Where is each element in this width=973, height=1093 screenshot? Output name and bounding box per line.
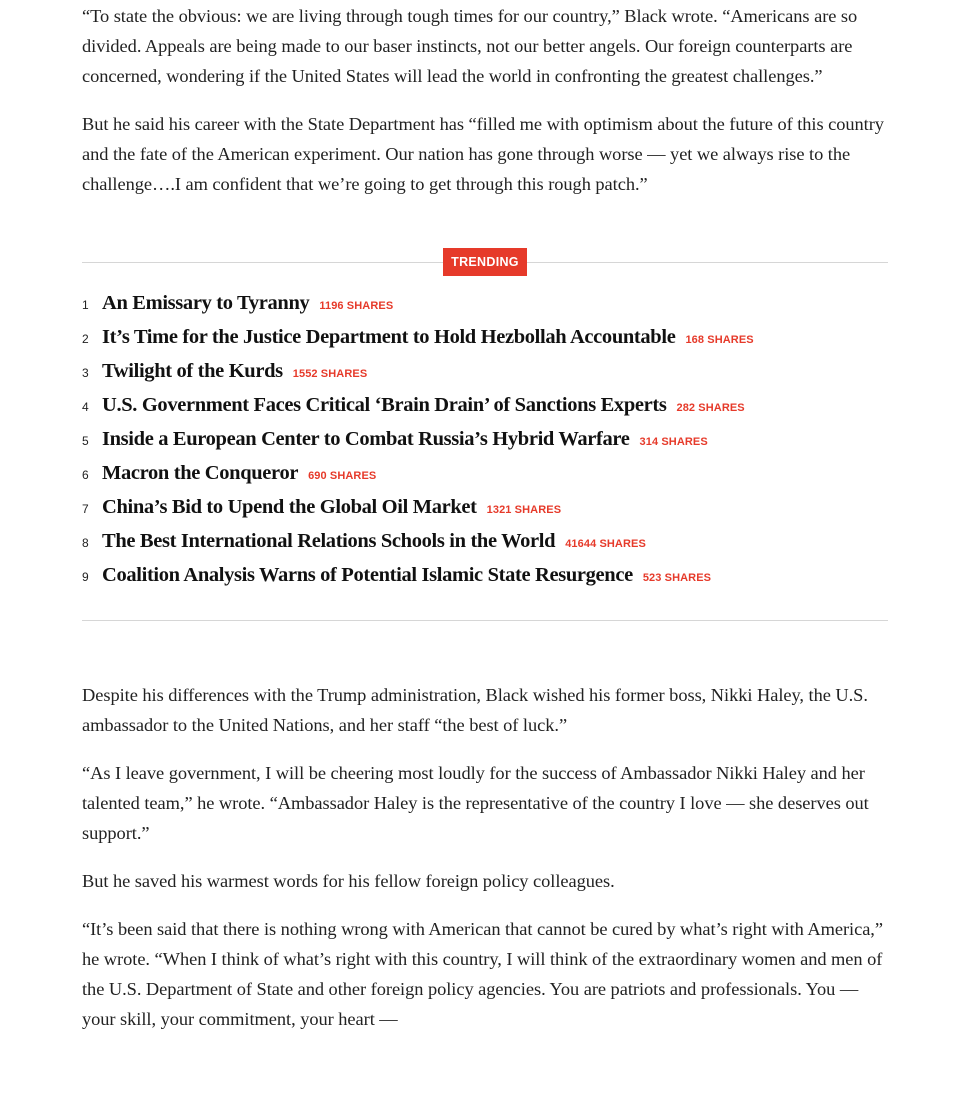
trending-link[interactable]: Macron the Conqueror bbox=[102, 462, 299, 484]
trending-rank: 6 bbox=[82, 468, 89, 482]
trending-item bbox=[82, 462, 888, 496]
trending-link[interactable]: It’s Time for the Justice Department to Hold Hezbollah Accountable bbox=[102, 326, 676, 348]
trending-link[interactable]: Twilight of the Kurds bbox=[102, 360, 283, 382]
trending-link[interactable]: The Best International Relations Schools in the World bbox=[102, 530, 556, 552]
share-count: 1552 SHARES bbox=[292, 368, 368, 380]
share-count: 1321 SHARES bbox=[486, 504, 562, 516]
article-paragraph: “It’s been said that there is nothing wrong with American that cannot be cured by what’s right with America,” he wrote. “When I think of what’s right with this country, I will think of the extraordinary women and men of the U.S. Department of State and other foreign policy agencies. You are patriots and professionals. You — your skill, your commitment, your heart — bbox=[82, 919, 883, 1029]
trending-item bbox=[82, 428, 888, 462]
article-paragraph: But he said his career with the State Department has “filled me with optimism about the future of this country and the fate of the American experiment. Our nation has gone through worse — yet we always rise to the challenge….I am confident that we’re going to get through this rough patch.” bbox=[82, 114, 884, 194]
trending-rank: 1 bbox=[82, 298, 89, 312]
trending-link[interactable]: Coalition Analysis Warns of Potential Islamic State Resurgence bbox=[102, 564, 633, 586]
trending-module bbox=[82, 247, 888, 621]
article-body bbox=[82, 0, 888, 1034]
trending-link[interactable]: U.S. Government Faces Critical ‘Brain Drain’ of Sanctions Experts bbox=[102, 394, 667, 416]
article-paragraph: Despite his differences with the Trump administration, Black wished his former boss, Nikki Haley, the U.S. ambassador to the United Nations, and her staff “the best of luck.” bbox=[82, 685, 868, 735]
trending-rank: 8 bbox=[82, 536, 89, 550]
trending-link[interactable]: China’s Bid to Upend the Global Oil Market bbox=[102, 496, 477, 518]
trending-rank: 3 bbox=[82, 366, 89, 380]
trending-list bbox=[82, 292, 888, 598]
article-paragraph: “As I leave government, I will be cheering most loudly for the success of Ambassador Nikki Haley and her talented team,” he wrote. “Ambassador Haley is the representative of the country I love — she deserves out support.” bbox=[82, 763, 869, 843]
trending-rank: 9 bbox=[82, 570, 89, 584]
trending-item bbox=[82, 292, 888, 326]
share-count: 1196 SHARES bbox=[319, 300, 394, 312]
share-count: 314 SHARES bbox=[639, 436, 708, 448]
trending-link[interactable]: Inside a European Center to Combat Russia’s Hybrid Warfare bbox=[102, 428, 630, 450]
trending-label: TRENDING bbox=[443, 248, 527, 276]
trending-rank: 7 bbox=[82, 502, 89, 516]
trending-link[interactable]: An Emissary to Tyranny bbox=[102, 292, 310, 314]
trending-item bbox=[82, 530, 888, 564]
trending-rank: 5 bbox=[82, 434, 89, 448]
trending-rank: 4 bbox=[82, 400, 89, 414]
share-count: 282 SHARES bbox=[676, 402, 745, 414]
trending-bottom-divider bbox=[82, 620, 888, 621]
share-count: 168 SHARES bbox=[685, 334, 754, 346]
article-paragraph: “To state the obvious: we are living through tough times for our country,” Black wrote. “Americans are so divided. Appeals are being made to our baser instincts, not our better angels. Our foreign counterparts are concerned, wondering if the United States will lead the world in confronting the greatest challenges.” bbox=[82, 6, 858, 86]
trending-item bbox=[82, 564, 888, 598]
share-count: 523 SHARES bbox=[642, 572, 712, 584]
trending-item bbox=[82, 496, 888, 530]
trending-item bbox=[82, 394, 888, 428]
article-paragraph: But he saved his warmest words for his fellow foreign policy colleagues. bbox=[82, 871, 615, 891]
trending-item bbox=[82, 360, 888, 394]
share-count: 41644 SHARES bbox=[565, 538, 646, 550]
share-count: 690 SHARES bbox=[308, 470, 377, 482]
trending-rank: 2 bbox=[82, 332, 89, 346]
trending-item bbox=[82, 326, 888, 360]
